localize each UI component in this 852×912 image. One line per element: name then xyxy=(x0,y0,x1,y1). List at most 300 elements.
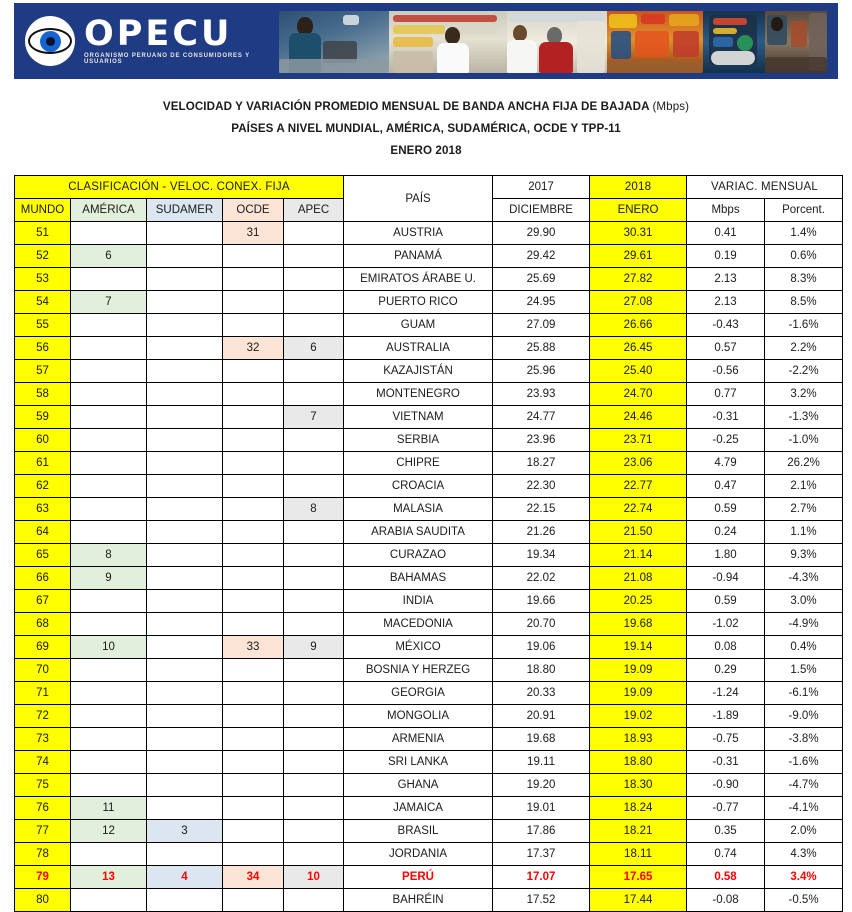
cell-apec xyxy=(284,360,344,383)
cell-porcent: -1.3% xyxy=(765,406,843,429)
cell-america xyxy=(71,751,147,774)
cell-sudamer xyxy=(147,751,223,774)
cell-porcent: -0.5% xyxy=(765,889,843,912)
cell-apec xyxy=(284,659,344,682)
cell-enero: 24.70 xyxy=(590,383,687,406)
cell-mundo: 60 xyxy=(15,429,71,452)
cell-sudamer xyxy=(147,222,223,245)
cell-mundo: 62 xyxy=(15,475,71,498)
cell-apec xyxy=(284,429,344,452)
photo-pane-fuel-price xyxy=(703,11,765,73)
cell-mundo: 58 xyxy=(15,383,71,406)
header-variacion-mensual: VARIAC. MENSUAL xyxy=(687,176,843,199)
table-row xyxy=(15,590,843,613)
opecu-logo xyxy=(25,12,280,70)
cell-sudamer xyxy=(147,498,223,521)
cell-america xyxy=(71,590,147,613)
cell-ocde xyxy=(223,360,284,383)
cell-enero: 21.50 xyxy=(590,521,687,544)
table-row xyxy=(15,222,843,245)
cell-sudamer xyxy=(147,636,223,659)
cell-mbps: -0.08 xyxy=(687,889,765,912)
cell-sudamer xyxy=(147,406,223,429)
cell-america xyxy=(71,314,147,337)
cell-pais: SRI LANKA xyxy=(344,751,493,774)
cell-mbps: -0.56 xyxy=(687,360,765,383)
cell-diciembre: 22.15 xyxy=(493,498,590,521)
cell-ocde xyxy=(223,705,284,728)
cell-mbps: 0.29 xyxy=(687,659,765,682)
title-unit: (Mbps) xyxy=(652,100,690,113)
cell-sudamer xyxy=(147,567,223,590)
cell-sudamer xyxy=(147,383,223,406)
cell-pais: KAZAJISTÁN xyxy=(344,360,493,383)
cell-diciembre: 17.52 xyxy=(493,889,590,912)
cell-america xyxy=(71,659,147,682)
cell-enero: 18.11 xyxy=(590,843,687,866)
cell-enero: 30.31 xyxy=(590,222,687,245)
cell-enero: 23.06 xyxy=(590,452,687,475)
cell-america xyxy=(71,889,147,912)
cell-enero: 21.08 xyxy=(590,567,687,590)
header-porcent: Porcent. xyxy=(765,199,843,222)
cell-diciembre: 19.11 xyxy=(493,751,590,774)
cell-porcent: -1.6% xyxy=(765,751,843,774)
cell-diciembre: 25.96 xyxy=(493,360,590,383)
cell-apec xyxy=(284,590,344,613)
report-titles xyxy=(0,96,852,162)
cell-sudamer xyxy=(147,245,223,268)
cell-pais: SERBIA xyxy=(344,429,493,452)
cell-diciembre: 17.37 xyxy=(493,843,590,866)
cell-apec xyxy=(284,613,344,636)
store-photo-strip xyxy=(279,11,827,73)
table-row xyxy=(15,797,843,820)
cell-diciembre: 25.88 xyxy=(493,337,590,360)
cell-pais: CHIPRE xyxy=(344,452,493,475)
cell-apec xyxy=(284,222,344,245)
table-row xyxy=(15,452,843,475)
cell-america xyxy=(71,682,147,705)
cell-ocde: 33 xyxy=(223,636,284,659)
cell-mbps: -0.43 xyxy=(687,314,765,337)
cell-ocde xyxy=(223,314,284,337)
cell-sudamer xyxy=(147,590,223,613)
cell-mbps: 0.19 xyxy=(687,245,765,268)
cell-ocde xyxy=(223,498,284,521)
cell-pais: AUSTRALIA xyxy=(344,337,493,360)
cell-ocde xyxy=(223,774,284,797)
header-year-2018: 2018 xyxy=(590,176,687,199)
cell-america: 6 xyxy=(71,245,147,268)
cell-apec xyxy=(284,843,344,866)
cell-sudamer xyxy=(147,774,223,797)
cell-america: 12 xyxy=(71,820,147,843)
cell-diciembre: 29.90 xyxy=(493,222,590,245)
cell-diciembre: 24.77 xyxy=(493,406,590,429)
cell-mundo: 55 xyxy=(15,314,71,337)
header-diciembre: DICIEMBRE xyxy=(493,199,590,222)
cell-america xyxy=(71,475,147,498)
cell-mbps: -0.77 xyxy=(687,797,765,820)
cell-apec xyxy=(284,291,344,314)
cell-pais: ARABIA SAUDITA xyxy=(344,521,493,544)
cell-diciembre: 24.95 xyxy=(493,291,590,314)
table-row xyxy=(15,337,843,360)
cell-mundo: 72 xyxy=(15,705,71,728)
cell-mundo: 71 xyxy=(15,682,71,705)
cell-pais: MONGOLIA xyxy=(344,705,493,728)
cell-sudamer xyxy=(147,843,223,866)
cell-enero: 22.77 xyxy=(590,475,687,498)
cell-america xyxy=(71,406,147,429)
cell-sudamer xyxy=(147,452,223,475)
cell-pais: MALASIA xyxy=(344,498,493,521)
table-row xyxy=(15,406,843,429)
cell-mbps: 0.57 xyxy=(687,337,765,360)
cell-america xyxy=(71,452,147,475)
table-row xyxy=(15,429,843,452)
table-row xyxy=(15,636,843,659)
header-year-2017: 2017 xyxy=(493,176,590,199)
cell-pais: GUAM xyxy=(344,314,493,337)
cell-enero: 18.30 xyxy=(590,774,687,797)
cell-diciembre: 25.69 xyxy=(493,268,590,291)
table-row xyxy=(15,659,843,682)
cell-sudamer xyxy=(147,797,223,820)
brand-name: OPECU xyxy=(84,14,233,54)
cell-porcent: 3.2% xyxy=(765,383,843,406)
cell-mundo: 51 xyxy=(15,222,71,245)
cell-enero: 19.14 xyxy=(590,636,687,659)
cell-pais: BAHAMAS xyxy=(344,567,493,590)
cell-mbps: -0.75 xyxy=(687,728,765,751)
cell-mundo: 56 xyxy=(15,337,71,360)
cell-mbps: 1.80 xyxy=(687,544,765,567)
cell-porcent: 2.1% xyxy=(765,475,843,498)
cell-mbps: 0.08 xyxy=(687,636,765,659)
cell-sudamer xyxy=(147,728,223,751)
cell-mbps: -1.24 xyxy=(687,682,765,705)
cell-ocde xyxy=(223,406,284,429)
header-banner xyxy=(14,3,838,79)
cell-america xyxy=(71,429,147,452)
cell-apec xyxy=(284,544,344,567)
photo-pane-market xyxy=(607,11,703,73)
cell-diciembre: 17.07 xyxy=(493,866,590,889)
cell-sudamer xyxy=(147,705,223,728)
cell-enero: 23.71 xyxy=(590,429,687,452)
table-row xyxy=(15,843,843,866)
cell-america xyxy=(71,360,147,383)
cell-sudamer: 3 xyxy=(147,820,223,843)
cell-mundo: 53 xyxy=(15,268,71,291)
cell-diciembre: 18.80 xyxy=(493,659,590,682)
cell-mundo: 80 xyxy=(15,889,71,912)
cell-porcent: 0.6% xyxy=(765,245,843,268)
cell-pais: CURAZAO xyxy=(344,544,493,567)
cell-diciembre: 20.91 xyxy=(493,705,590,728)
cell-enero: 17.65 xyxy=(590,866,687,889)
cell-apec: 7 xyxy=(284,406,344,429)
cell-pais: GHANA xyxy=(344,774,493,797)
cell-america xyxy=(71,774,147,797)
header-apec: APEC xyxy=(284,199,344,222)
cell-apec xyxy=(284,383,344,406)
cell-mundo: 65 xyxy=(15,544,71,567)
cell-enero: 22.74 xyxy=(590,498,687,521)
cell-pais: INDIA xyxy=(344,590,493,613)
cell-apec: 10 xyxy=(284,866,344,889)
cell-pais: VIETNAM xyxy=(344,406,493,429)
cell-mundo: 66 xyxy=(15,567,71,590)
cell-mbps: -0.94 xyxy=(687,567,765,590)
cell-apec xyxy=(284,774,344,797)
table-row xyxy=(15,567,843,590)
cell-porcent: -3.8% xyxy=(765,728,843,751)
cell-apec xyxy=(284,245,344,268)
cell-diciembre: 19.20 xyxy=(493,774,590,797)
cell-mundo: 74 xyxy=(15,751,71,774)
cell-enero: 25.40 xyxy=(590,360,687,383)
table-row xyxy=(15,774,843,797)
cell-ocde xyxy=(223,268,284,291)
table-row xyxy=(15,682,843,705)
photo-pane-cashier xyxy=(279,11,389,73)
cell-porcent: 4.3% xyxy=(765,843,843,866)
cell-pais: JAMAICA xyxy=(344,797,493,820)
cell-mbps: -1.89 xyxy=(687,705,765,728)
header-sudamer: SUDAMER xyxy=(147,199,223,222)
table-row xyxy=(15,475,843,498)
cell-diciembre: 19.06 xyxy=(493,636,590,659)
cell-pais: JORDANIA xyxy=(344,843,493,866)
cell-diciembre: 19.34 xyxy=(493,544,590,567)
cell-america: 7 xyxy=(71,291,147,314)
cell-diciembre: 21.26 xyxy=(493,521,590,544)
cell-porcent: -4.1% xyxy=(765,797,843,820)
cell-diciembre: 22.02 xyxy=(493,567,590,590)
cell-ocde xyxy=(223,682,284,705)
table-row xyxy=(15,705,843,728)
cell-porcent: 26.2% xyxy=(765,452,843,475)
brand-subtitle: ORGANISMO PERUANO DE CONSUMIDORES Y USUARIOS xyxy=(84,53,250,65)
table-row xyxy=(15,383,843,406)
cell-america xyxy=(71,613,147,636)
cell-ocde: 32 xyxy=(223,337,284,360)
cell-pais: MONTENEGRO xyxy=(344,383,493,406)
cell-apec: 8 xyxy=(284,498,344,521)
cell-diciembre: 20.33 xyxy=(493,682,590,705)
cell-ocde xyxy=(223,820,284,843)
cell-pais: CROACIA xyxy=(344,475,493,498)
cell-sudamer xyxy=(147,521,223,544)
table-row xyxy=(15,268,843,291)
cell-mbps: -0.90 xyxy=(687,774,765,797)
cell-porcent: 3.0% xyxy=(765,590,843,613)
header-pais: PAÍS xyxy=(344,176,493,222)
cell-apec xyxy=(284,452,344,475)
cell-apec xyxy=(284,567,344,590)
cell-mbps: 0.41 xyxy=(687,222,765,245)
cell-mundo: 70 xyxy=(15,659,71,682)
cell-ocde xyxy=(223,567,284,590)
cell-pais: MÉXICO xyxy=(344,636,493,659)
cell-diciembre: 19.66 xyxy=(493,590,590,613)
cell-mbps: 0.58 xyxy=(687,866,765,889)
cell-mundo: 61 xyxy=(15,452,71,475)
cell-ocde xyxy=(223,590,284,613)
cell-sudamer xyxy=(147,360,223,383)
title-line-2: PAÍSES A NIVEL MUNDIAL, AMÉRICA, SUDAMÉRICA, OCDE Y TPP-11 xyxy=(231,122,621,135)
table-row xyxy=(15,360,843,383)
cell-america xyxy=(71,843,147,866)
cell-pais: PUERTO RICO xyxy=(344,291,493,314)
cell-porcent: 3.4% xyxy=(765,866,843,889)
cell-ocde xyxy=(223,475,284,498)
cell-enero: 18.21 xyxy=(590,820,687,843)
cell-ocde: 31 xyxy=(223,222,284,245)
cell-diciembre: 23.93 xyxy=(493,383,590,406)
table-row xyxy=(15,314,843,337)
eye-icon xyxy=(25,16,75,66)
cell-apec xyxy=(284,475,344,498)
cell-diciembre: 19.68 xyxy=(493,728,590,751)
cell-porcent: 8.5% xyxy=(765,291,843,314)
cell-mbps: 2.13 xyxy=(687,268,765,291)
cell-enero: 26.45 xyxy=(590,337,687,360)
cell-enero: 19.09 xyxy=(590,682,687,705)
table-row xyxy=(15,889,843,912)
cell-ocde xyxy=(223,544,284,567)
cell-sudamer xyxy=(147,314,223,337)
cell-pais: GEORGIA xyxy=(344,682,493,705)
cell-porcent: 9.3% xyxy=(765,544,843,567)
cell-sudamer xyxy=(147,889,223,912)
cell-enero: 18.24 xyxy=(590,797,687,820)
header-mundo: MUNDO xyxy=(15,199,71,222)
table-body xyxy=(15,222,843,912)
cell-pais: PANAMÁ xyxy=(344,245,493,268)
photo-pane-shelves xyxy=(389,11,507,73)
cell-porcent: -4.9% xyxy=(765,613,843,636)
cell-diciembre: 27.09 xyxy=(493,314,590,337)
cell-pais: PERÚ xyxy=(344,866,493,889)
cell-apec xyxy=(284,751,344,774)
cell-porcent: -1.0% xyxy=(765,429,843,452)
table-row xyxy=(15,613,843,636)
cell-ocde xyxy=(223,797,284,820)
cell-ocde xyxy=(223,521,284,544)
table-row xyxy=(15,544,843,567)
cell-porcent: 2.0% xyxy=(765,820,843,843)
cell-mbps: 0.47 xyxy=(687,475,765,498)
cell-ocde xyxy=(223,613,284,636)
header-enero: ENERO xyxy=(590,199,687,222)
cell-porcent: 1.4% xyxy=(765,222,843,245)
table-row xyxy=(15,245,843,268)
cell-apec xyxy=(284,682,344,705)
cell-porcent: 2.2% xyxy=(765,337,843,360)
cell-porcent: -4.7% xyxy=(765,774,843,797)
table-row xyxy=(15,521,843,544)
cell-sudamer xyxy=(147,682,223,705)
table-row xyxy=(15,498,843,521)
table-row xyxy=(15,866,843,889)
cell-mundo: 77 xyxy=(15,820,71,843)
title-main: VELOCIDAD Y VARIACIÓN PROMEDIO MENSUAL DE BANDA ANCHA FIJA DE BAJADA xyxy=(162,100,650,113)
cell-porcent: 0.4% xyxy=(765,636,843,659)
cell-mbps: 2.13 xyxy=(687,291,765,314)
cell-mundo: 52 xyxy=(15,245,71,268)
cell-sudamer: 4 xyxy=(147,866,223,889)
table-row xyxy=(15,751,843,774)
cell-apec xyxy=(284,889,344,912)
cell-porcent: -6.1% xyxy=(765,682,843,705)
cell-sudamer xyxy=(147,429,223,452)
cell-mbps: -0.31 xyxy=(687,751,765,774)
cell-apec: 9 xyxy=(284,636,344,659)
cell-mbps: -0.31 xyxy=(687,406,765,429)
cell-ocde xyxy=(223,452,284,475)
cell-enero: 17.44 xyxy=(590,889,687,912)
header-clasificacion: CLASIFICACIÓN - VELOC. CONEX. FIJA xyxy=(15,176,344,199)
speed-ranking-table xyxy=(14,175,843,912)
cell-sudamer xyxy=(147,337,223,360)
cell-diciembre: 29.42 xyxy=(493,245,590,268)
cell-america xyxy=(71,222,147,245)
table-row xyxy=(15,728,843,751)
cell-porcent: 1.5% xyxy=(765,659,843,682)
cell-ocde xyxy=(223,889,284,912)
cell-diciembre: 23.96 xyxy=(493,429,590,452)
title-line-3: ENERO 2018 xyxy=(390,144,462,157)
cell-enero: 18.80 xyxy=(590,751,687,774)
cell-ocde xyxy=(223,429,284,452)
cell-mbps: 4.79 xyxy=(687,452,765,475)
cell-porcent: 2.7% xyxy=(765,498,843,521)
cell-pais: BRASIL xyxy=(344,820,493,843)
cell-enero: 27.82 xyxy=(590,268,687,291)
cell-pais: ARMENIA xyxy=(344,728,493,751)
cell-mbps: -1.02 xyxy=(687,613,765,636)
cell-enero: 20.25 xyxy=(590,590,687,613)
title-line-1 xyxy=(0,96,852,118)
cell-enero: 26.66 xyxy=(590,314,687,337)
cell-pais: AUSTRIA xyxy=(344,222,493,245)
cell-america: 9 xyxy=(71,567,147,590)
cell-diciembre: 20.70 xyxy=(493,613,590,636)
cell-enero: 19.09 xyxy=(590,659,687,682)
cell-mundo: 69 xyxy=(15,636,71,659)
cell-pais: EMIRATOS ÁRABE U. xyxy=(344,268,493,291)
cell-ocde: 34 xyxy=(223,866,284,889)
cell-america: 10 xyxy=(71,636,147,659)
cell-sudamer xyxy=(147,659,223,682)
cell-mundo: 75 xyxy=(15,774,71,797)
cell-mbps: 0.74 xyxy=(687,843,765,866)
table-group-header-row xyxy=(15,176,843,199)
cell-sudamer xyxy=(147,613,223,636)
cell-ocde xyxy=(223,291,284,314)
cell-mbps: 0.59 xyxy=(687,590,765,613)
cell-america xyxy=(71,383,147,406)
cell-sudamer xyxy=(147,475,223,498)
cell-porcent: 1.1% xyxy=(765,521,843,544)
cell-america xyxy=(71,268,147,291)
cell-mbps: 0.24 xyxy=(687,521,765,544)
cell-apec xyxy=(284,797,344,820)
